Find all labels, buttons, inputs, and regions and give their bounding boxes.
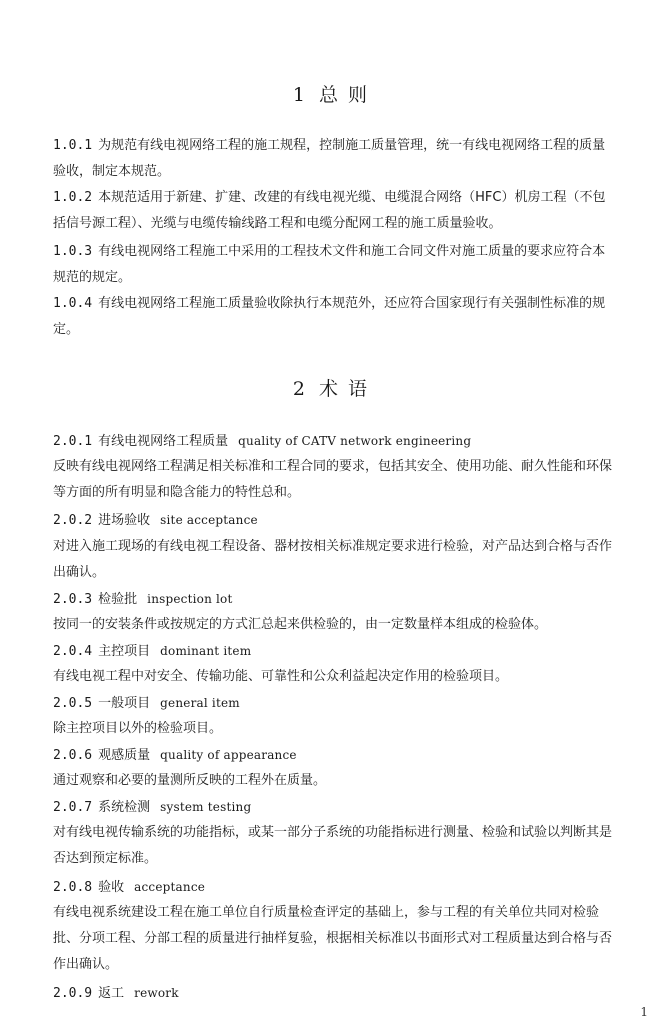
term-2-0-7 xyxy=(53,794,615,821)
chapter-1-heading xyxy=(0,80,662,107)
term-number: 2.0.3 xyxy=(53,592,93,607)
term-definition: 通过观察和必要的量测所反映的工程外在质量。 xyxy=(53,773,327,788)
term-number: 2.0.2 xyxy=(53,513,93,528)
term-number: 2.0.4 xyxy=(53,644,93,659)
page-number: 1 xyxy=(640,1005,648,1019)
term-number: 2.0.1 xyxy=(53,434,93,449)
term-2-0-8 xyxy=(53,874,615,901)
term-number: 2.0.9 xyxy=(53,986,93,1001)
term-2-0-3 xyxy=(53,586,615,613)
term-2-0-9 xyxy=(53,980,615,1007)
clause-text: 有线电视网络工程施工中采用的工程技术文件和施工合同文件对施工质量的要求应符合本规范的规定。 xyxy=(53,244,606,285)
term-en: rework xyxy=(134,986,179,1000)
term-definition: 按同一的安装条件或按规定的方式汇总起来供检验的，由一定数量样本组成的检验体。 xyxy=(53,617,548,632)
term-zh: 返工 xyxy=(98,986,125,1001)
term-number: 2.0.5 xyxy=(53,696,93,711)
clause-text: 为规范有线电视网络工程的施工规程，控制施工质量管理，统一有线电视网络工程的质量验收，制定本规范。 xyxy=(53,138,606,179)
chapter-number: 1 xyxy=(292,84,308,106)
term-2-0-5 xyxy=(53,690,615,717)
term-definition: 有线电视系统建设工程在施工单位自行质量检查评定的基础上，参与工程的有关单位共同对检验批、分项工程、分部工程的质量进行抽样复验，根据相关标准以书面形式对工程质量达到合格与否作出确认。 xyxy=(53,905,613,972)
term-number: 2.0.8 xyxy=(53,880,93,895)
term-definition: 有线电视工程中对安全、传输功能、可靠性和公众利益起决定作用的检验项目。 xyxy=(53,669,509,684)
term-2-0-4 xyxy=(53,638,615,665)
term-zh: 一般项目 xyxy=(98,696,151,711)
chapter-title: 总 则 xyxy=(319,84,370,106)
term-zh: 主控项目 xyxy=(98,644,151,659)
clause-1-0-4 xyxy=(53,291,615,343)
term-number: 2.0.7 xyxy=(53,800,93,815)
clause-number: 1.0.3 xyxy=(53,244,93,259)
term-definition: 反映有线电视网络工程满足相关标准和工程合同的要求，包括其安全、使用功能、耐久性能和环保等方面的所有明显和隐含能力的特性总和。 xyxy=(53,459,613,500)
clause-number: 1.0.1 xyxy=(53,138,93,153)
term-zh: 验收 xyxy=(98,880,125,895)
term-en: acceptance xyxy=(134,880,206,894)
clause-text: 本规范适用于新建、扩建、改建的有线电视光缆、电缆混合网络（HFC）机房工程（不包括信号源工程）、光缆与电缆传输线路工程和电缆分配网工程的施工质量验收。 xyxy=(53,190,606,231)
chapter-number: 2 xyxy=(292,378,308,400)
term-en: dominant item xyxy=(160,644,252,658)
clause-number: 1.0.4 xyxy=(53,296,93,311)
term-en: quality of appearance xyxy=(160,748,297,762)
term-zh: 观感质量 xyxy=(98,748,151,763)
term-2-0-2 xyxy=(53,507,615,534)
term-en: quality of CATV network engineering xyxy=(238,434,472,448)
term-definition: 对进入施工现场的有线电视工程设备、器材按相关标准规定要求进行检验，对产品达到合格与否作出确认。 xyxy=(53,539,613,580)
chapter-2-heading xyxy=(0,374,662,401)
clause-1-0-1 xyxy=(53,133,615,185)
term-en: site acceptance xyxy=(160,513,258,527)
term-definition: 除主控项目以外的检验项目。 xyxy=(53,721,223,736)
term-en: general item xyxy=(160,696,240,710)
chapter-title: 术 语 xyxy=(319,378,370,400)
term-en: inspection lot xyxy=(147,592,233,606)
clause-1-0-3 xyxy=(53,239,615,291)
clause-1-0-2 xyxy=(53,185,615,237)
term-zh: 检验批 xyxy=(98,592,138,607)
term-en: system testing xyxy=(160,800,252,814)
term-number: 2.0.6 xyxy=(53,748,93,763)
term-2-0-1 xyxy=(53,428,615,455)
clause-number: 1.0.2 xyxy=(53,190,93,205)
term-zh: 进场验收 xyxy=(98,513,151,528)
clause-text: 有线电视网络工程施工质量验收除执行本规范外，还应符合国家现行有关强制性标准的规定。 xyxy=(53,296,606,337)
term-2-0-6 xyxy=(53,742,615,769)
term-definition: 对有线电视传输系统的功能指标，或某一部分子系统的功能指标进行测量、检验和试验以判断其是否达到预定标准。 xyxy=(53,825,613,866)
term-zh: 有线电视网络工程质量 xyxy=(98,434,229,449)
term-zh: 系统检测 xyxy=(98,800,151,815)
